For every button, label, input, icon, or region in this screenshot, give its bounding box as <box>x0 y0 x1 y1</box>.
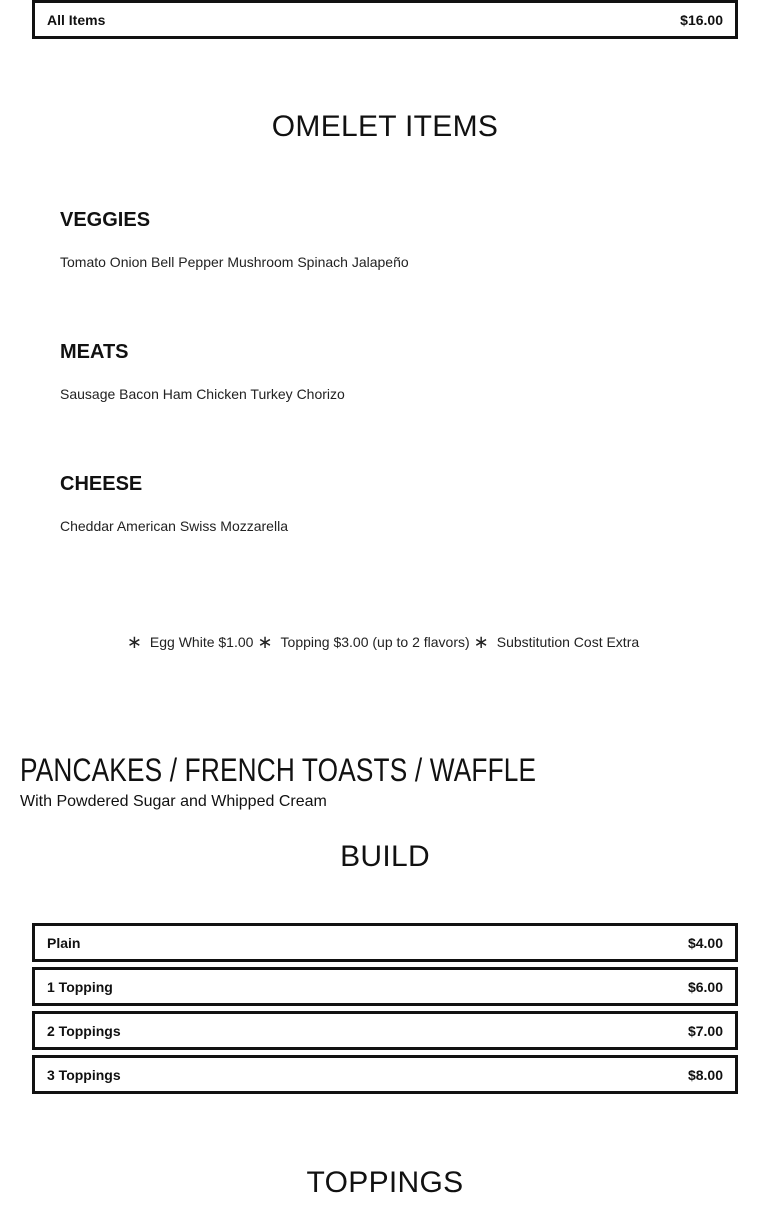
veggies-heading: VEGGIES <box>60 209 151 231</box>
price-row-price: $6.00 <box>687 978 723 995</box>
price-row-price: $8.00 <box>687 1066 723 1083</box>
price-row-plain <box>32 923 738 962</box>
veggies-list: Tomato Onion Bell Pepper Mushroom Spinach Jalapeño <box>60 254 409 270</box>
price-row-1-topping <box>32 967 738 1006</box>
note-topping: Topping $3.00 (up to 2 flavors) <box>280 634 470 650</box>
price-row-label: 3 Toppings <box>47 1066 121 1083</box>
asterisk-icon: ∗ <box>126 632 142 652</box>
price-row-all-items <box>32 0 738 39</box>
price-row-label: 2 Toppings <box>47 1022 121 1039</box>
pancakes-subtitle: With Powdered Sugar and Whipped Cream <box>20 793 327 810</box>
price-row-label: 1 Topping <box>47 978 113 995</box>
omelet-items-heading: OMELET ITEMS <box>271 110 499 143</box>
price-row-label: All Items <box>47 11 106 28</box>
price-row-label: Plain <box>47 934 81 951</box>
price-row-price: $16.00 <box>680 11 723 28</box>
meats-heading: MEATS <box>60 341 129 363</box>
cheese-heading: CHEESE <box>60 473 143 495</box>
build-heading: BUILD <box>340 840 430 873</box>
note-substitution: Substitution Cost Extra <box>496 634 640 650</box>
price-row-price: $7.00 <box>687 1022 723 1039</box>
pancakes-title: PANCAKES / FRENCH TOASTS / WAFFLE <box>20 752 537 788</box>
price-row-3-toppings <box>32 1055 738 1094</box>
omelet-notes <box>0 633 770 651</box>
toppings-heading: TOPPINGS <box>306 1166 464 1199</box>
asterisk-icon: ∗ <box>473 632 489 652</box>
note-egg-white: Egg White $1.00 <box>149 634 254 650</box>
price-row-2-toppings <box>32 1011 738 1050</box>
asterisk-icon: ∗ <box>257 632 273 652</box>
price-row-price: $4.00 <box>687 934 723 951</box>
meats-list: Sausage Bacon Ham Chicken Turkey Chorizo <box>60 386 345 402</box>
cheese-list: Cheddar American Swiss Mozzarella <box>60 518 288 534</box>
